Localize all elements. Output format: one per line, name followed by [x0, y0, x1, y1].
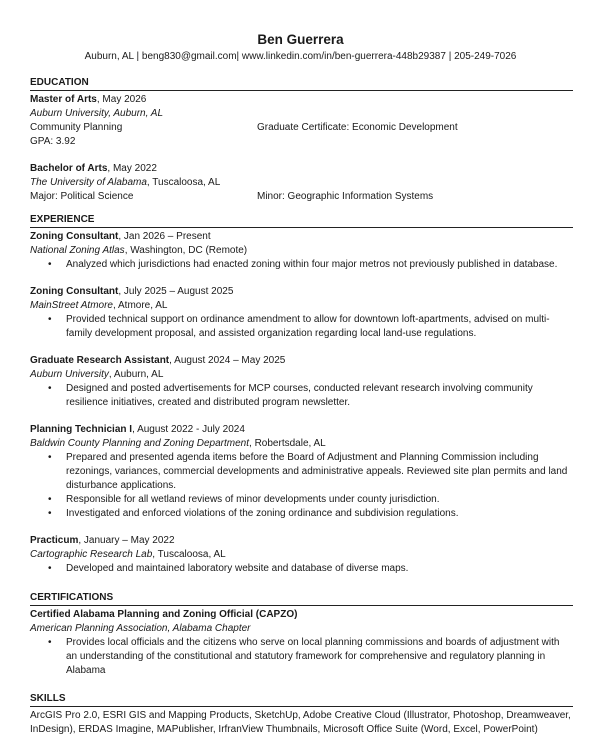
- entry-heading: [30, 534, 573, 548]
- employer: Cartographic Research Lab: [30, 549, 153, 560]
- entry-details: [30, 190, 573, 204]
- education-entry: [30, 162, 573, 204]
- bullet-list: [30, 382, 573, 410]
- job-dates: , Jan 2026 – Present: [118, 231, 211, 242]
- school-location: , Auburn, AL: [108, 108, 164, 119]
- certification-org: American Planning Association, Alabama Chapter: [30, 623, 251, 634]
- section-title-experience: EXPERIENCE: [30, 213, 573, 228]
- education-entry: [30, 93, 573, 149]
- school: The University of Alabama: [30, 177, 147, 188]
- employer-location: , Robertsdale, AL: [249, 438, 326, 449]
- bullet-list: [30, 636, 573, 678]
- major: Major: Political Science: [30, 191, 134, 202]
- entry-heading: [30, 162, 573, 176]
- entry-employer: [30, 368, 573, 382]
- certification-org-row: [30, 622, 573, 636]
- contact-line: Auburn, AL | beng830@gmail.com| www.linkedin.com/in/ben-guerrera-448b29387 | 205-249-7026: [84, 51, 517, 62]
- entry-employer: [30, 299, 573, 313]
- experience-entry: [30, 230, 573, 272]
- entry-institution: [30, 107, 573, 121]
- section-title-education: EDUCATION: [30, 76, 573, 91]
- education-section: [30, 76, 573, 217]
- certifications-section: [30, 591, 573, 678]
- minor: Minor: Geographic Information Systems: [257, 191, 434, 202]
- job-dates: , July 2025 – August 2025: [118, 286, 234, 297]
- degree-date: , May 2022: [107, 163, 157, 174]
- entry-heading: [30, 230, 573, 244]
- experience-entry: [30, 354, 573, 410]
- bullet-item: • Analyzed which jurisdictions had enacted zoning within four major metros not previously published in database.: [30, 258, 573, 272]
- bullet-list: [30, 562, 573, 576]
- degree-date: , May 2026: [96, 94, 147, 105]
- employer: Baldwin County Planning and Zoning Department: [30, 438, 250, 449]
- entry-institution: [30, 176, 573, 190]
- bullet-item: • Developed and maintained laboratory website and database of diverse maps.: [30, 562, 573, 576]
- experience-entry: [30, 423, 573, 521]
- employer: MainStreet Atmore: [30, 300, 113, 311]
- employer-location: , Tuscaloosa, AL: [152, 549, 226, 560]
- certification-name-row: [30, 608, 573, 622]
- entry-employer: [30, 244, 573, 258]
- section-title-skills: SKILLS: [30, 692, 573, 707]
- entry-heading: [30, 423, 573, 437]
- experience-entry: [30, 534, 573, 576]
- entry-heading: [30, 285, 573, 299]
- bullet-list: [30, 451, 573, 521]
- job-dates: , January – May 2022: [78, 535, 175, 546]
- degree: Master of Arts: [30, 94, 97, 105]
- bullet-item: • Provides local officials and the citizens who serve on local planning commissions and boards of adjustment with an understanding of the constitutional and statutory framework for comprehensive and regulatory planning in Alabama: [30, 636, 573, 678]
- program: Community Planning: [30, 122, 123, 133]
- entry-heading: [30, 93, 573, 107]
- bullet-list: [30, 258, 573, 272]
- job-title: Practicum: [30, 535, 79, 546]
- job-dates: , August 2024 – May 2025: [169, 355, 286, 366]
- job-title: Planning Technician I: [30, 424, 133, 435]
- employer: Auburn University: [30, 369, 109, 380]
- skills-text: ArcGIS Pro 2.0, ESRI GIS and Mapping Products, SketchUp, Adobe Creative Cloud (Illustrator, Photoshop, Dreamweaver, InDesign), ERDAS Imagine, MAPublisher, IrfranView Thumbnails, Microsoft Office Suite (Word, Excel, PowerPoint): [30, 710, 571, 735]
- certification-name: Certified Alabama Planning and Zoning Official (CAPZO): [30, 609, 298, 620]
- job-title: Graduate Research Assistant: [30, 355, 170, 366]
- school: Auburn University: [30, 108, 109, 119]
- entry-extra: [30, 135, 573, 149]
- job-title: Zoning Consultant: [30, 231, 119, 242]
- entry-employer: [30, 437, 573, 451]
- applicant-name: Ben Guerrera: [257, 32, 344, 47]
- employer-location: , Auburn, AL: [108, 369, 164, 380]
- skills-section: [30, 692, 573, 737]
- employer-location: , Washington, DC (Remote): [124, 245, 248, 256]
- bullet-list: [30, 313, 573, 341]
- employer: National Zoning Atlas: [30, 245, 125, 256]
- employer-location: , Atmore, AL: [113, 300, 168, 311]
- certificate: Graduate Certificate: Economic Development: [257, 122, 458, 133]
- experience-section: [30, 213, 573, 589]
- school-location: , Tuscaloosa, AL: [146, 177, 221, 188]
- bullet-item: • Responsible for all wetland reviews of minor developments under county jurisdiction.: [30, 493, 573, 507]
- bullet-item: • Investigated and enforced violations of the zoning ordinance and subdivision regulations.: [30, 507, 573, 521]
- bullet-item: • Provided technical support on ordinance amendment to allow for downtown loft-apartments, advised on multi-family development proposal, and assisted organization regarding local land-use regulations.: [30, 313, 573, 341]
- entry-employer: [30, 548, 573, 562]
- job-title: Zoning Consultant: [30, 286, 119, 297]
- section-title-certifications: CERTIFICATIONS: [30, 591, 573, 606]
- entry-details: [30, 121, 573, 135]
- bullet-item: • Prepared and presented agenda items before the Board of Adjustment and Planning Commission including rezonings, variances, commercial developments and administrative appeals. Reviewed site plan permits and land disturbance applications.: [30, 451, 573, 493]
- experience-entry: [30, 285, 573, 341]
- gpa: GPA: 3.92: [30, 136, 76, 147]
- degree: Bachelor of Arts: [30, 163, 108, 174]
- entry-heading: [30, 354, 573, 368]
- job-dates: , August 2022 - July 2024: [132, 424, 245, 435]
- bullet-item: • Designed and posted advertisements for MCP courses, conducted relevant research involving community resilience initiatives, created and distributed program newsletter.: [30, 382, 573, 410]
